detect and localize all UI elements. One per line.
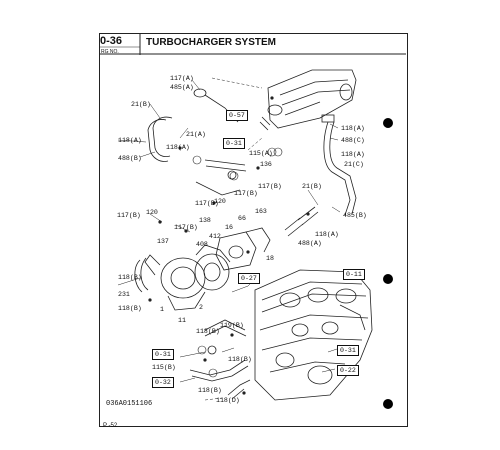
part-label: 16 bbox=[225, 224, 233, 231]
section-number: 0-36 bbox=[100, 35, 123, 47]
part-label: 2 bbox=[199, 304, 203, 311]
page-number: P -52 bbox=[103, 423, 118, 429]
ref-box: 0-32 bbox=[152, 377, 174, 388]
part-label: 117(B) bbox=[195, 200, 219, 207]
part-label: 66 bbox=[238, 215, 246, 222]
ref-box: 0-57 bbox=[226, 110, 248, 121]
part-label: 138 bbox=[199, 217, 211, 224]
part-label: 231 bbox=[118, 291, 130, 298]
part-label: 119(B) bbox=[220, 322, 244, 329]
part-label: 118(A) bbox=[166, 144, 190, 151]
part-label: 485(B) bbox=[343, 212, 367, 219]
ref-box: 0-27 bbox=[238, 273, 260, 284]
ref-box: 0-11 bbox=[343, 269, 365, 280]
part-label: 117(B) bbox=[258, 183, 282, 190]
part-label: 120 bbox=[146, 209, 158, 216]
part-label: 118(B) bbox=[118, 305, 142, 312]
part-label: 117(B) bbox=[234, 190, 258, 197]
ref-box: 0-31 bbox=[337, 345, 359, 356]
part-label: 18 bbox=[266, 255, 274, 262]
part-label: 118(B) bbox=[196, 328, 220, 335]
part-label: 117(B) bbox=[117, 212, 141, 219]
part-label: 118(B) bbox=[118, 274, 142, 281]
part-label: 115(B) bbox=[152, 364, 176, 371]
part-label: 120 bbox=[214, 198, 226, 205]
part-label: 488(B) bbox=[118, 155, 142, 162]
part-label: 118(B) bbox=[198, 387, 222, 394]
part-label: 485(A) bbox=[170, 84, 194, 91]
part-label: 488(A) bbox=[298, 240, 322, 247]
part-label: 117(B) bbox=[174, 224, 198, 231]
part-label: 21(C) bbox=[344, 161, 364, 168]
part-label: 118(A) bbox=[341, 151, 365, 158]
part-label: 118(A) bbox=[118, 137, 142, 144]
part-label: 118(A) bbox=[315, 231, 339, 238]
part-label: 136 bbox=[260, 161, 272, 168]
part-label: 21(B) bbox=[131, 101, 151, 108]
part-label: 118(B) bbox=[228, 356, 252, 363]
part-label: 412 bbox=[209, 233, 221, 240]
part-label: 408 bbox=[196, 241, 208, 248]
part-label: 115(A) bbox=[249, 150, 273, 157]
ref-box: 0-31 bbox=[152, 349, 174, 360]
part-label: 21(A) bbox=[186, 131, 206, 138]
part-label: 117(A) bbox=[170, 75, 194, 82]
part-label: 488(C) bbox=[341, 137, 365, 144]
part-label: 118(A) bbox=[341, 125, 365, 132]
part-label: 11 bbox=[178, 317, 186, 324]
illustration-code: 036A0151106 bbox=[106, 400, 153, 408]
section-subtitle: RG NO. bbox=[101, 49, 119, 55]
part-label: 137 bbox=[157, 238, 169, 245]
part-label: 1 bbox=[160, 306, 164, 313]
page-title: TURBOCHARGER SYSTEM bbox=[146, 37, 277, 48]
ref-box: 0-22 bbox=[337, 365, 359, 376]
ref-box: 0-31 bbox=[223, 138, 245, 149]
part-label: 21(B) bbox=[302, 183, 322, 190]
part-label: 118(D) bbox=[216, 397, 240, 404]
part-label: 163 bbox=[255, 208, 267, 215]
